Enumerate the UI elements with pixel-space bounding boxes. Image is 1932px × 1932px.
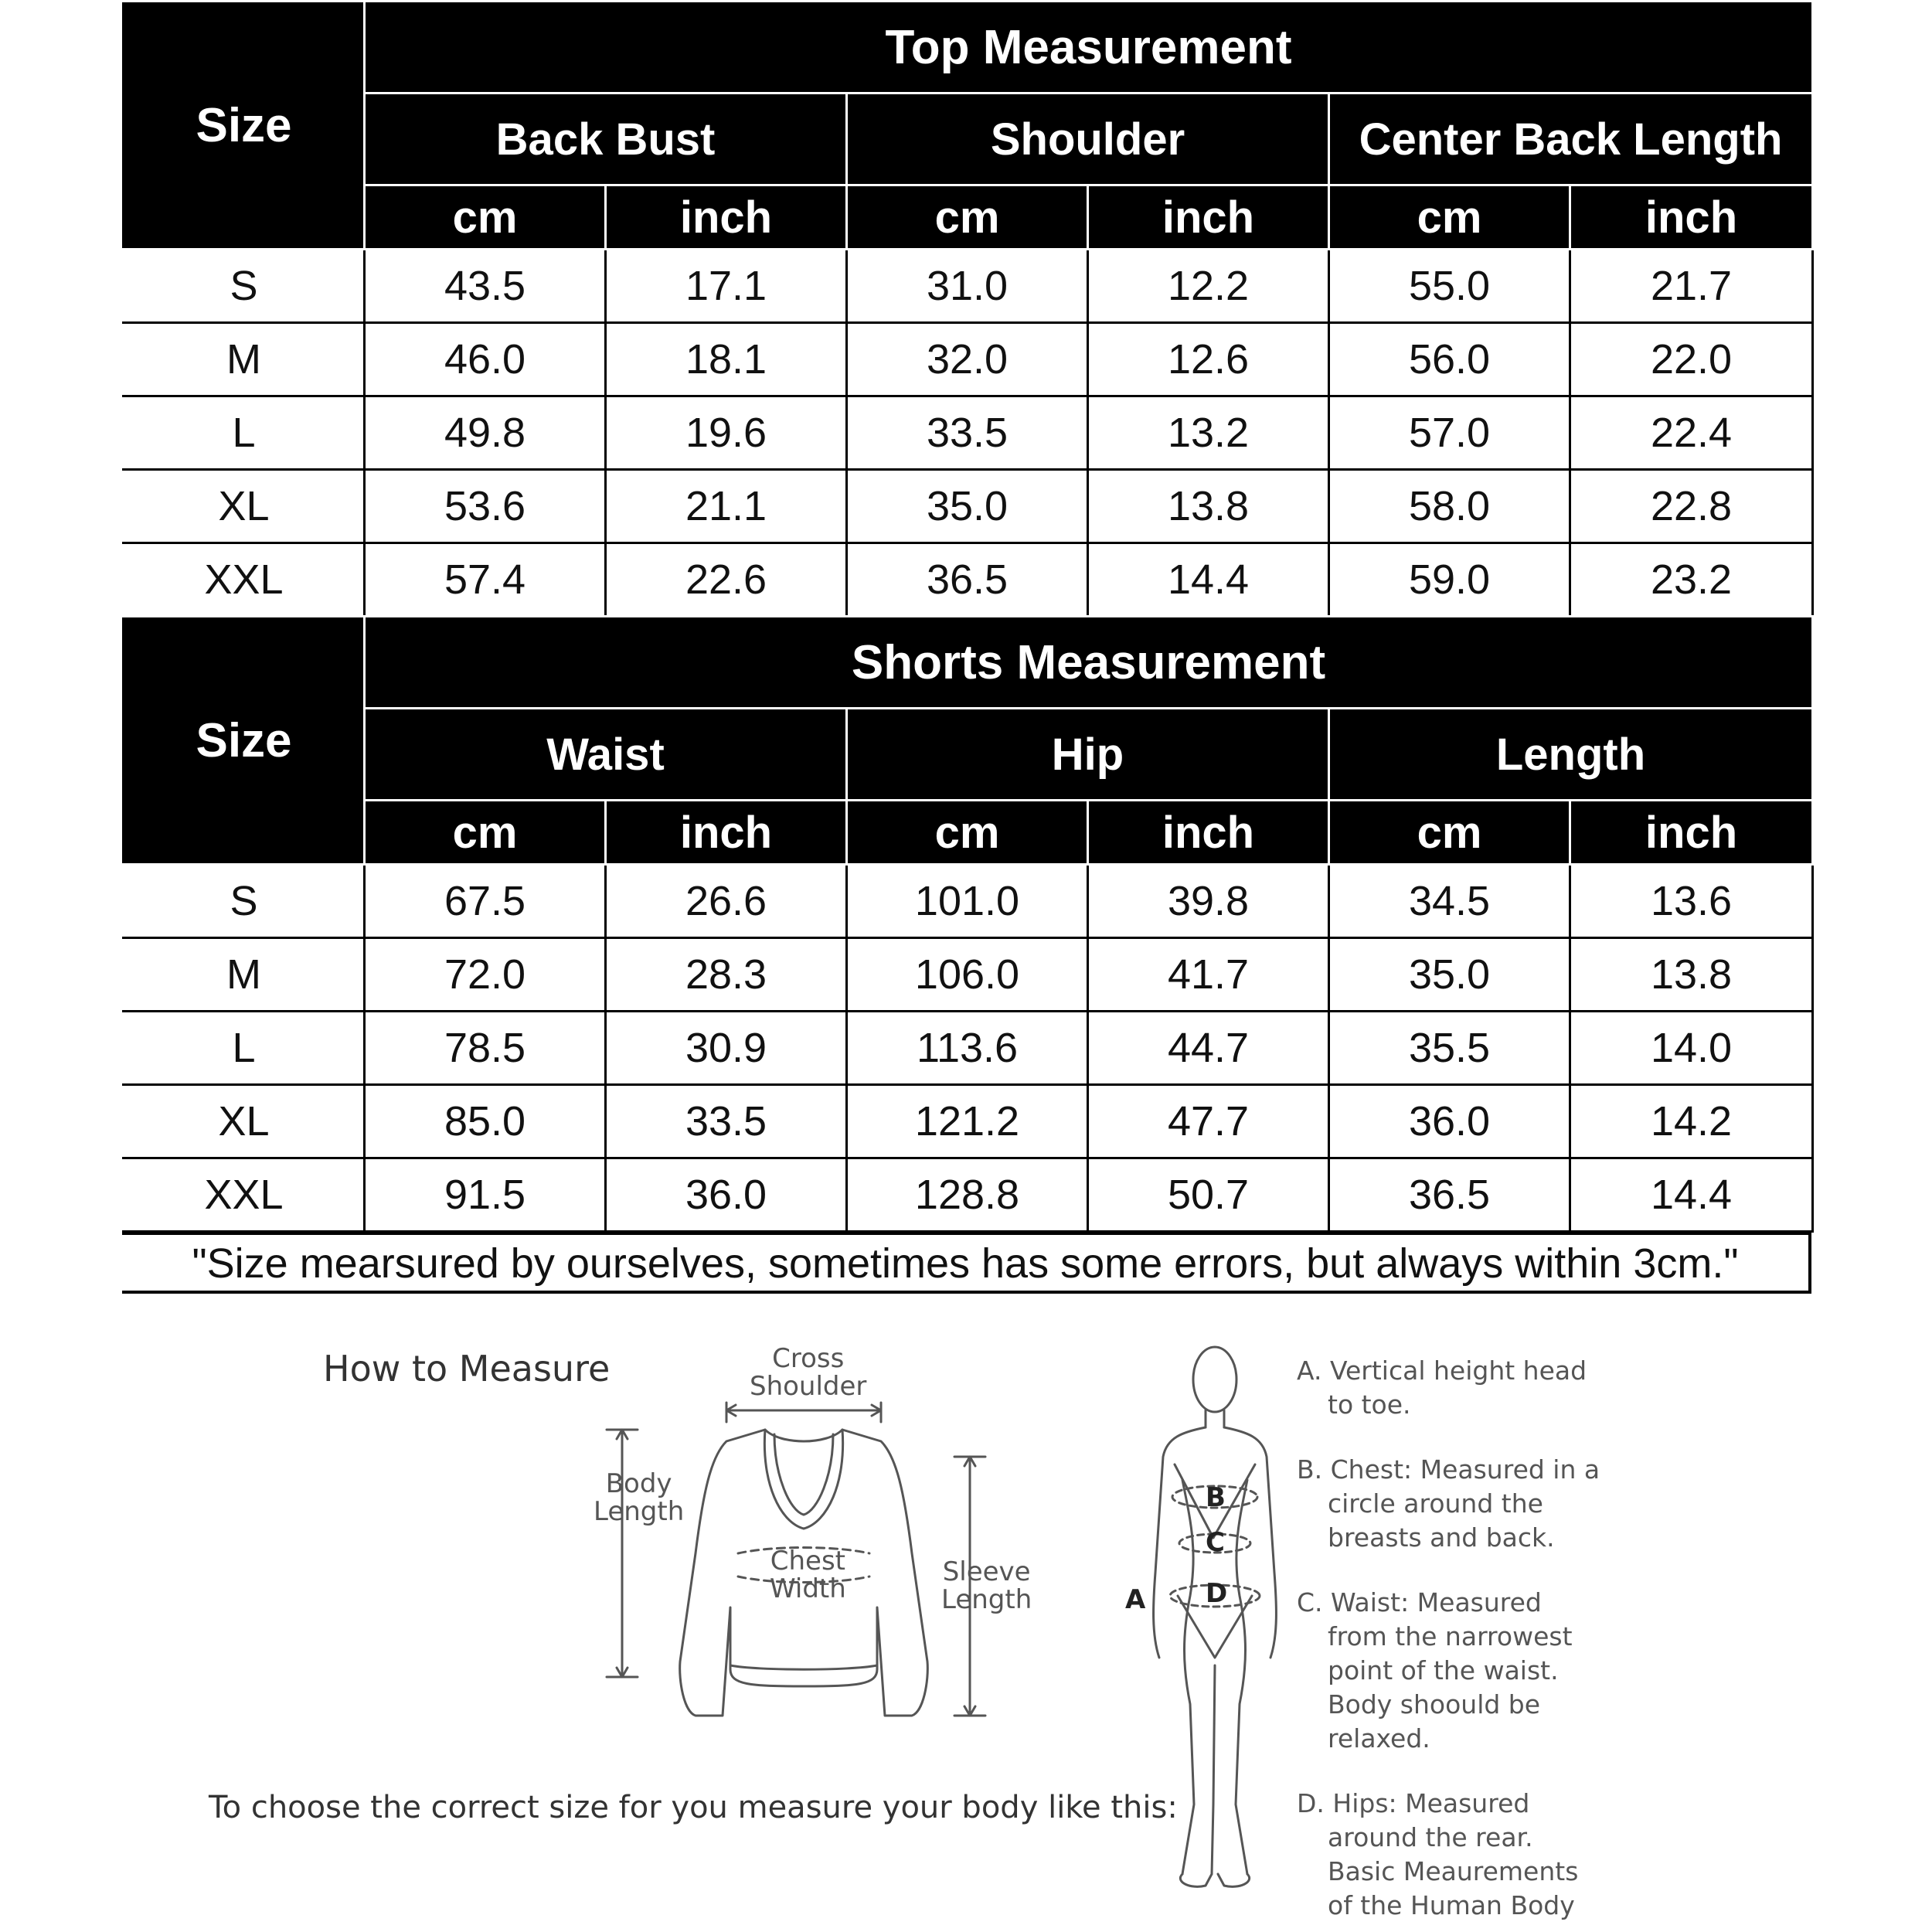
- body-letter-c: C: [1206, 1527, 1225, 1558]
- unit-header: cm: [847, 801, 1088, 865]
- choose-size-instruction: To choose the correct size for you measure your body like this:: [209, 1790, 1178, 1825]
- value-cell: 14.4: [1570, 1158, 1813, 1232]
- size-cell: XXL: [124, 543, 365, 617]
- body-letter-b: B: [1206, 1482, 1226, 1513]
- size-header: Size: [124, 617, 365, 865]
- top-measurement-table: [122, 0, 1814, 617]
- note-c: C. Waist: Measured from the narrowest point of the waist. Body shoould be relaxed.: [1297, 1587, 1573, 1753]
- chest-width-label: Chest Width: [770, 1546, 846, 1604]
- human-body-icon: [1128, 1341, 1291, 1905]
- measure-header-center-back-length: Center Back Length: [1329, 94, 1813, 185]
- value-cell: 35.5: [1329, 1012, 1570, 1085]
- table-row: [124, 396, 1813, 470]
- sleeve-length-label: Sleeve Length: [941, 1556, 1032, 1615]
- top-measurement-header: Top Measurement: [365, 2, 1813, 94]
- value-cell: 43.5: [365, 250, 606, 323]
- value-cell: 36.5: [847, 543, 1088, 617]
- unit-header: inch: [606, 185, 847, 250]
- note-b: B. Chest: Measured in a circle around the breasts and back.: [1297, 1454, 1600, 1553]
- value-cell: 49.8: [365, 396, 606, 470]
- size-cell: M: [124, 938, 365, 1012]
- table-row: [124, 250, 1813, 323]
- table-row: [124, 865, 1813, 938]
- shorts-measurement-header: Shorts Measurement: [365, 617, 1813, 709]
- value-cell: 46.0: [365, 323, 606, 396]
- value-cell: 113.6: [847, 1012, 1088, 1085]
- value-cell: 57.4: [365, 543, 606, 617]
- value-cell: 47.7: [1088, 1085, 1329, 1158]
- table-row: [124, 470, 1813, 543]
- table-row: [124, 1085, 1813, 1158]
- value-cell: 30.9: [606, 1012, 847, 1085]
- unit-header: inch: [1088, 801, 1329, 865]
- size-disclaimer: "Size mearsured by ourselves, sometimes has some errors, but always within 3cm.": [122, 1232, 1811, 1294]
- body-letter-a: A: [1125, 1584, 1146, 1615]
- value-cell: 78.5: [365, 1012, 606, 1085]
- value-cell: 13.2: [1088, 396, 1329, 470]
- value-cell: 23.2: [1570, 543, 1813, 617]
- value-cell: 12.2: [1088, 250, 1329, 323]
- size-cell: S: [124, 865, 365, 938]
- unit-header: inch: [1570, 185, 1813, 250]
- value-cell: 50.7: [1088, 1158, 1329, 1232]
- cross-shoulder-label: Cross Shoulder: [750, 1343, 867, 1402]
- value-cell: 22.6: [606, 543, 847, 617]
- value-cell: 12.6: [1088, 323, 1329, 396]
- value-cell: 106.0: [847, 938, 1088, 1012]
- value-cell: 13.6: [1570, 865, 1813, 938]
- value-cell: 33.5: [606, 1085, 847, 1158]
- value-cell: 22.0: [1570, 323, 1813, 396]
- note-a: A. Vertical height head to toe.: [1297, 1355, 1587, 1420]
- unit-header: inch: [606, 801, 847, 865]
- size-cell: XL: [124, 470, 365, 543]
- size-header: Size: [124, 2, 365, 250]
- value-cell: 34.5: [1329, 865, 1570, 938]
- value-cell: 22.8: [1570, 470, 1813, 543]
- size-cell: L: [124, 396, 365, 470]
- measure-header-hip: Hip: [847, 709, 1329, 801]
- value-cell: 14.2: [1570, 1085, 1813, 1158]
- value-cell: 36.0: [1329, 1085, 1570, 1158]
- value-cell: 14.4: [1088, 543, 1329, 617]
- value-cell: 57.0: [1329, 396, 1570, 470]
- value-cell: 22.4: [1570, 396, 1813, 470]
- value-cell: 128.8: [847, 1158, 1088, 1232]
- unit-header: cm: [365, 801, 606, 865]
- size-cell: L: [124, 1012, 365, 1085]
- table-row: [124, 938, 1813, 1012]
- value-cell: 31.0: [847, 250, 1088, 323]
- body-length-label: Body Length: [594, 1468, 685, 1527]
- unit-header: inch: [1570, 801, 1813, 865]
- value-cell: 101.0: [847, 865, 1088, 938]
- value-cell: 85.0: [365, 1085, 606, 1158]
- measure-header-length: Length: [1329, 709, 1813, 801]
- size-cell: XL: [124, 1085, 365, 1158]
- value-cell: 58.0: [1329, 470, 1570, 543]
- unit-header: cm: [1329, 801, 1570, 865]
- value-cell: 36.5: [1329, 1158, 1570, 1232]
- size-cell: M: [124, 323, 365, 396]
- value-cell: 36.0: [606, 1158, 847, 1232]
- note-d: D. Hips: Measured around the rear. Basic Meaurements of the Human Body: [1297, 1788, 1579, 1920]
- table-row: [124, 1012, 1813, 1085]
- size-cell: XXL: [124, 1158, 365, 1232]
- value-cell: 59.0: [1329, 543, 1570, 617]
- value-cell: 21.1: [606, 470, 847, 543]
- value-cell: 44.7: [1088, 1012, 1329, 1085]
- value-cell: 53.6: [365, 470, 606, 543]
- unit-header: cm: [365, 185, 606, 250]
- value-cell: 72.0: [365, 938, 606, 1012]
- value-cell: 56.0: [1329, 323, 1570, 396]
- value-cell: 91.5: [365, 1158, 606, 1232]
- value-cell: 35.0: [847, 470, 1088, 543]
- value-cell: 35.0: [1329, 938, 1570, 1012]
- unit-header: cm: [847, 185, 1088, 250]
- value-cell: 13.8: [1570, 938, 1813, 1012]
- measure-header-waist: Waist: [365, 709, 847, 801]
- value-cell: 39.8: [1088, 865, 1329, 938]
- table-row: [124, 1158, 1813, 1232]
- size-cell: S: [124, 250, 365, 323]
- value-cell: 13.8: [1088, 470, 1329, 543]
- shorts-measurement-table: [122, 615, 1814, 1233]
- measure-header-shoulder: Shoulder: [847, 94, 1329, 185]
- value-cell: 21.7: [1570, 250, 1813, 323]
- value-cell: 41.7: [1088, 938, 1329, 1012]
- value-cell: 26.6: [606, 865, 847, 938]
- table-row: [124, 543, 1813, 617]
- value-cell: 17.1: [606, 250, 847, 323]
- value-cell: 67.5: [365, 865, 606, 938]
- value-cell: 18.1: [606, 323, 847, 396]
- table-row: [124, 323, 1813, 396]
- value-cell: 14.0: [1570, 1012, 1813, 1085]
- value-cell: 32.0: [847, 323, 1088, 396]
- body-letter-d: D: [1206, 1578, 1228, 1609]
- how-to-measure-title: How to Measure: [323, 1348, 611, 1389]
- measure-header-back-bust: Back Bust: [365, 94, 847, 185]
- value-cell: 121.2: [847, 1085, 1088, 1158]
- unit-header: cm: [1329, 185, 1570, 250]
- value-cell: 55.0: [1329, 250, 1570, 323]
- unit-header: inch: [1088, 185, 1329, 250]
- value-cell: 19.6: [606, 396, 847, 470]
- value-cell: 33.5: [847, 396, 1088, 470]
- value-cell: 28.3: [606, 938, 847, 1012]
